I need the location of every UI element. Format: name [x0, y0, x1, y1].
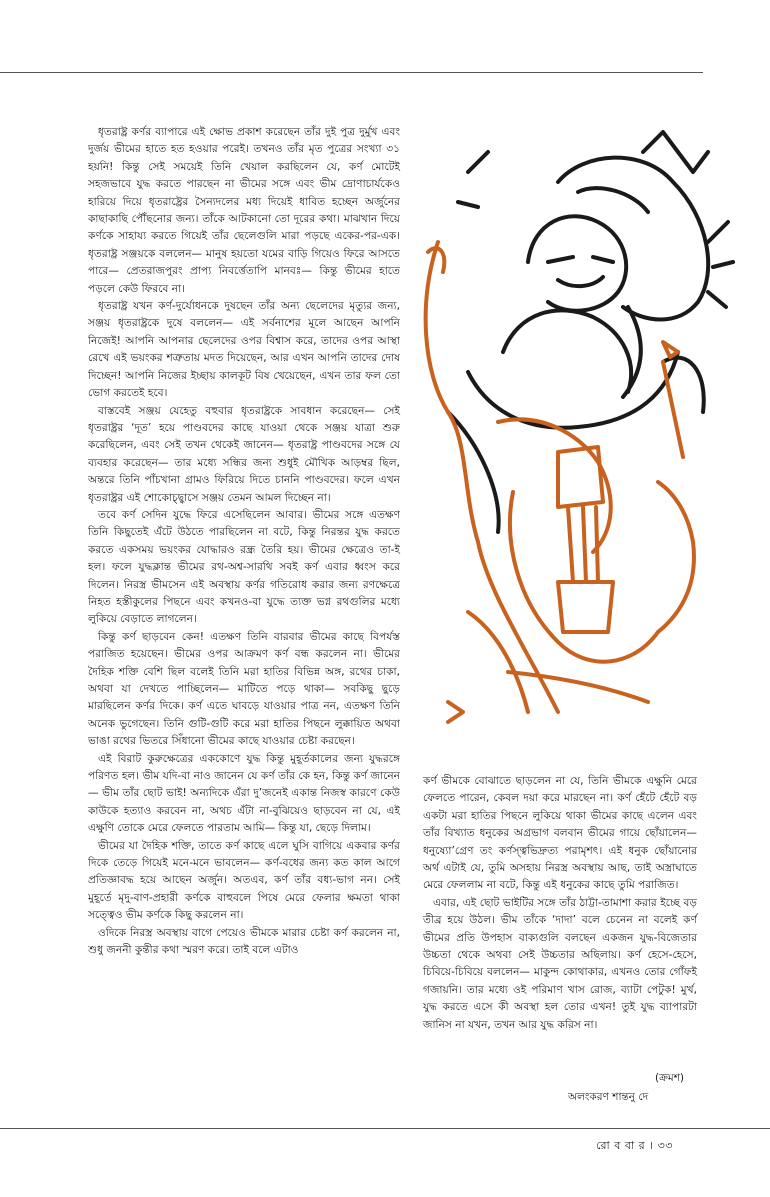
paragraph: ভীমের যা দৈহিক শক্তি, তাতে কর্ণ কাছে এলে ঘুসি বাগিয়ে একবার কর্ণর দিকে তেড়ে গিয়েই মনে-মনে ভাবলেন— কর্ণ-বধের জন্য কত কাল আগে প্রতিজ্ঞাবদ্ধ হয়ে আছেন অর্জুন। অতএব, কর্ণ তাঁর বধ্য-ভাগ নন। সেই মুহূর্তে মৃদু-বাণ-প্রহারী কর্ণকে বাহুবলে পিষে মেরে ফেলার ক্ষমতা থাকা সত্ত্বেও ভীম কর্ণকে কিছু করলেন না। [88, 839, 400, 922]
illustration-credit: অলংকরণ শান্তনু দে [568, 1091, 649, 1103]
top-rule [0, 72, 703, 73]
article-left-column [88, 124, 400, 960]
paragraph: এবার, এই ছোট ভাইটির সঙ্গে তাঁর ঠাট্টা-তামাশা করার ইচ্ছে বড় তীব্র হয়ে উঠল। ভীম তাঁকে ‘দাদা’ বলে চেনেন না বলেই কর্ণ ভীমের প্রতি উপহাস বাক্যগুলি বলছেন একজন যুদ্ধ-বিজেতার উচ্চতা থেকে অথবা সেই উচ্চতার অছিলায়। কর্ণ হেসে-হেসে, চিবিয়ে-চিবিয়ে বললেন— মাকুন্দ কোথাকার, এখনও তোর গোঁফই গজায়নি। তার মধ্যে ওই পরিমাণ খাস রোজ, ব্যাটা পেটুক! মুর্খ, যুদ্ধ করতে এসে কী অবস্থা হল তোর এখন! তুই যুদ্ধ ব্যাপারটা জানিস না যখন, তখন আর যুদ্ধ করিস না। [423, 896, 697, 1031]
bottom-rule [0, 1128, 770, 1129]
paragraph: ওদিকে নিরস্ত্র অবস্থায় বাগে পেয়েও ভীমকে মারার চেষ্টা কর্ণ করলেন না, শুধু জননী কুন্তীর কথা স্মরণ করে। তাই বলে এটাও [88, 926, 400, 957]
continued-label: (ক্রমশ) [655, 1072, 685, 1084]
paragraph: ধৃতরাষ্ট্র কর্ণর ব্যাপারে এই ক্ষোভ প্রকাশ করেছেন তাঁর দুই পুত্র দুর্মুখ এবং দুর্জয় ভীমের হাতে হত হওয়ার পরেই। তখনও তাঁর মৃত পুত্রের সংখ্যা ৩১ হয়নি! কিন্তু সেই সময়েই তিনি খেয়াল করছিলেন যে, কর্ণ মোটেই সহজভাবে যুদ্ধ করতে পারছেন না ভীমের সঙ্গে এবং ভীম দ্রোণাচার্যকেও হারিয়ে দিয়ে ধৃতরাষ্ট্রের সৈন্যদলের মধ্য দিয়েই ধাবিত হচ্ছেন অর্জুনের কাছাকাছি পৌঁছনোর জন্য। তাঁকে আটকানো তো দূরের কথা। মাঝখান দিয়ে কর্ণকে সাহায্য করতে গিয়েই তাঁর ছেলেগুলি মারা পড়ছে একের-পর-এক। ধৃতরাষ্ট্র সঞ্জয়কে বললেন— মানুষ হয়তো যমের বাড়ি গিয়েও ফিরে আসতে পারে— প্রেতরাজপুরং প্রাপ্য নিবর্ত্তেতাপি মানবঃ— কিন্তু ভীমের হাতে পড়লে কেউ ফিরবে না। [88, 126, 400, 295]
paragraph: বাস্তবেই সঞ্জয় যেহেতু বহুবার ধৃতরাষ্ট্রকে সাবধান করেছেন— সেই ধৃতরাষ্ট্রর ‘দূত’ হয়ে পাণ্ডবদের কাছে যাওয়া থেকে সঞ্জয় যাত্রা শুরু করেছিলেন, এবং সেই তখন থেকেই জানেন— ধৃতরাষ্ট্র পাণ্ডবদের সঙ্গে যে ব্যবহার করেছেন— তার মধ্যে সন্ধির জন্য শুধুই মৌখিক আড়ম্বর ছিল, অন্তরে তিনি পাঁচখানা গ্রামও ফিরিয়ে দিতে চাননি পাণ্ডবদের। ফলে এখন ধৃতরাষ্ট্রর এই শোকোচ্ছ্বাসে সঞ্জয় তেমন আমল দিচ্ছেন না। [88, 404, 400, 504]
paragraph: কিন্তু কর্ণ ছাড়বেন কেন! এতক্ষণ তিনি বারবার ভীমের কাছে বিপর্যস্ত পরাজিত হয়েছেন। ভীমের ওপর আক্রমণ কর্ণ বন্ধ করলেন না। ভীমের দৈহিক শক্তি বেশি ছিল বলেই তিনি মরা হাতির বিভিন্ন অঙ্গ, রথের চাকা, অথবা যা দেখতে পাচ্ছিলেন— মাটিতে পড়ে থাকা— সবকিছু ছুড়ে মারছিলেন কর্ণর দিকে। কর্ণ এতে ঘাবড়ে যাওয়ার পাত্র নন, এতক্ষণ তিনি অনেক ভুগেছেন। তিনি গুটি-গুটি করে মরা হাতির পিছনে লুক্কায়িত অথবা ভাঙা রথের ভিতরে সিঁধানো ভীমের কাছে যাওয়ার চেষ্টা করছেন। [88, 630, 400, 748]
paragraph: ধৃতরাষ্ট্র যখন কর্ণ-দুর্যোধনকে দুষছেন তাঁর অন্য ছেলেদের মৃত্যুর জন্য, সঞ্জয় ধৃতরাষ্ট্রকে দুষে বললেন— এই সর্বনাশের মূলে আছেন আপনি নিজেই! আপনি আপনার ছেলেদের ওপর বিশ্বাস করে, তাদের ওপর আস্থা রেখে এই ভয়ংকর শত্রুতায় মদত দিয়েছেন, আর এখন আপনি তাদের দোষ দিচ্ছেন! আপনি নিজের ইচ্ছায় কালকূট বিষ খেয়েছেন, এখন তার ফল তো ভোগ করতেই হবে। [88, 300, 400, 400]
paragraph: তবে কর্ণ সেদিন যুদ্ধে ফিরে এসেছিলেন আবার। ভীমের সঙ্গে এতক্ষণ তিনি কিছুতেই এঁটে উঠতে পারছিলেন না বটে, কিন্তু নিরন্তর যুদ্ধ করতে করতে একসময় ভয়ংকর যোদ্ধারও রন্ধ্র তৈরি হয়। ভীমের ক্ষেত্রেও তা-ই হল। ফলে যুদ্ধক্লান্ত ভীমের রথ-অশ্ব-সারথি সবই কর্ণ এবার ধ্বংস করে দিলেন। নিরস্ত্র ভীমসেন এই অবস্থায় কর্ণর গতিরোধ করার জন্য রণক্ষেত্রে নিহত হস্তীকুলের পিছনে এবং কখনও-বা যুদ্ধে ত্যক্ত ভগ্ন রথগুলির মধ্যে লুকিয়ে বেড়াতে লাগলেন। [88, 508, 400, 626]
bhima-karna-illustration [408, 112, 738, 752]
paragraph: এই বিরাট কুরুক্ষেত্রের এককোণে যুদ্ধ কিন্তু মুহূর্তকালের জন্য যুদ্ধরঙ্গে পরিণত হল। ভীম যদি-বা নাও জানেন যে কর্ণ তাঁর কে হন, কিন্তু কর্ণ জানেন— ভীম তাঁর ছোট ভাই! অন্যদিকে এঁরা দু’জনেই একান্ত নিজস্ব কারণে কেউ কাউকে হত্যাও করবেন না, অথচ এঁটা না-বুঝিয়েও ছাড়বেন না যে, এই এক্ষুণি তোকে মেরে ফেলতে পারতাম আমি— কিন্তু যা, ছেড়ে দিলাম। [88, 752, 400, 835]
page-folio: রো ব বা র । ৩৩ [596, 1139, 673, 1152]
paragraph: কর্ণ ভীমকে বোঝাতে ছাড়লেন না যে, তিনি ভীমকে এক্ষুনি মেরে ফেলতে পারেন, কেবল দয়া করে মারছেন না। কর্ণ হেঁটে হেঁটে বড় একটা মরা হাতির পিছনে লুকিয়ে থাকা ভীমের কাছে এলেন এবং তাঁর বিখ্যাত ধনুকের অগ্রভাগ বলবান ভীমের গায়ে ছোঁয়ালেন— ধনুষ্যো’গ্রেণ তং কর্ণস্ত্বভিদ্রুত্য পরামৃশৎ। এই ধনুক ছোঁয়ানোর অর্থ এটাই যে, তুমি অসহায় নিরস্ত্র অবস্থায় আছ, তাই অস্ত্রাঘাতে মেরে ফেললাম না বটে, কিন্তু এই ধনুকের কাছে তুমি পরাজিত। [423, 775, 697, 892]
article-right-column [423, 773, 697, 1034]
